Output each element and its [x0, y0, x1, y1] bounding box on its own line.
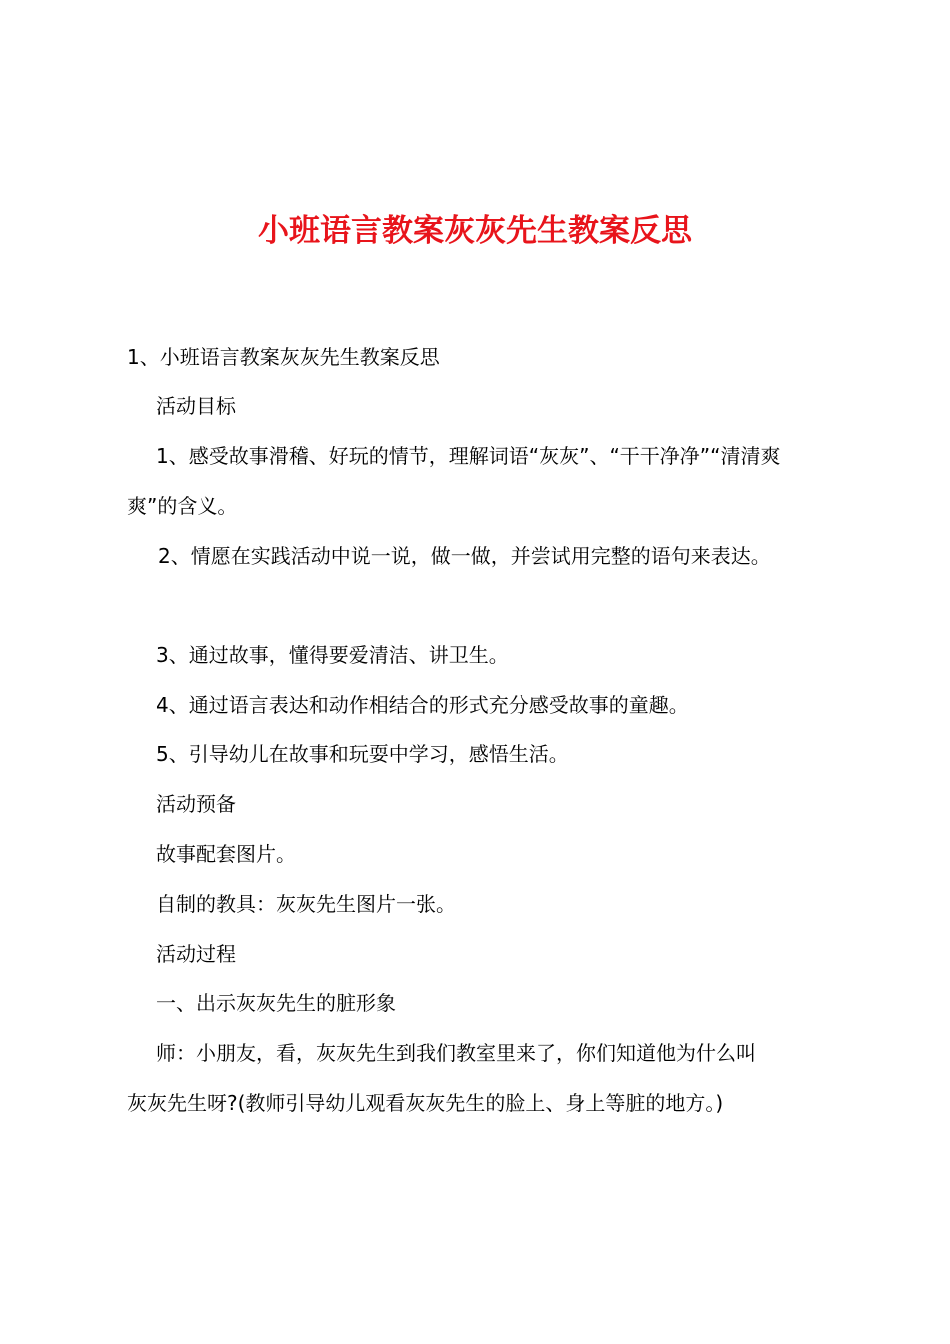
teacher-line-2: 灰灰先生呀?(教师引导幼儿观看灰灰先生的脸上、身上等脏的地方。) — [127, 1091, 724, 1115]
goal-5: 5、引导幼儿在故事和玩耍中学习，感悟生活。 — [156, 742, 569, 766]
document-title: 小班语言教案灰灰先生教案反思 — [258, 213, 692, 249]
teacher-line-1: 师：小朋友，看，灰灰先生到我们教室里来了，你们知道他为什么叫 — [156, 1041, 756, 1065]
heading-activity-goals: 活动目标 — [156, 394, 236, 418]
goal-4: 4、通过语言表达和动作相结合的形式充分感受故事的童趣。 — [156, 693, 689, 717]
goal-1-line-1: 1、感受故事滑稽、好玩的情节，理解词语“灰灰”、“干干净净”“清清爽 — [156, 444, 781, 468]
prep-item-1: 故事配套图片。 — [156, 842, 296, 866]
section-heading: 1、小班语言教案灰灰先生教案反思 — [127, 345, 440, 369]
goal-3: 3、通过故事，懂得要爱清洁、讲卫生。 — [156, 643, 509, 667]
prep-item-2: 自制的教具：灰灰先生图片一张。 — [156, 892, 456, 916]
heading-activity-prep: 活动预备 — [156, 792, 236, 816]
process-step-1: 一、出示灰灰先生的脏形象 — [156, 991, 396, 1015]
goal-2: 2、情愿在实践活动中说一说，做一做，并尝试用完整的语句来表达。 — [158, 544, 771, 568]
goal-1-line-2: 爽”的含义。 — [127, 494, 238, 518]
heading-activity-process: 活动过程 — [156, 942, 236, 966]
